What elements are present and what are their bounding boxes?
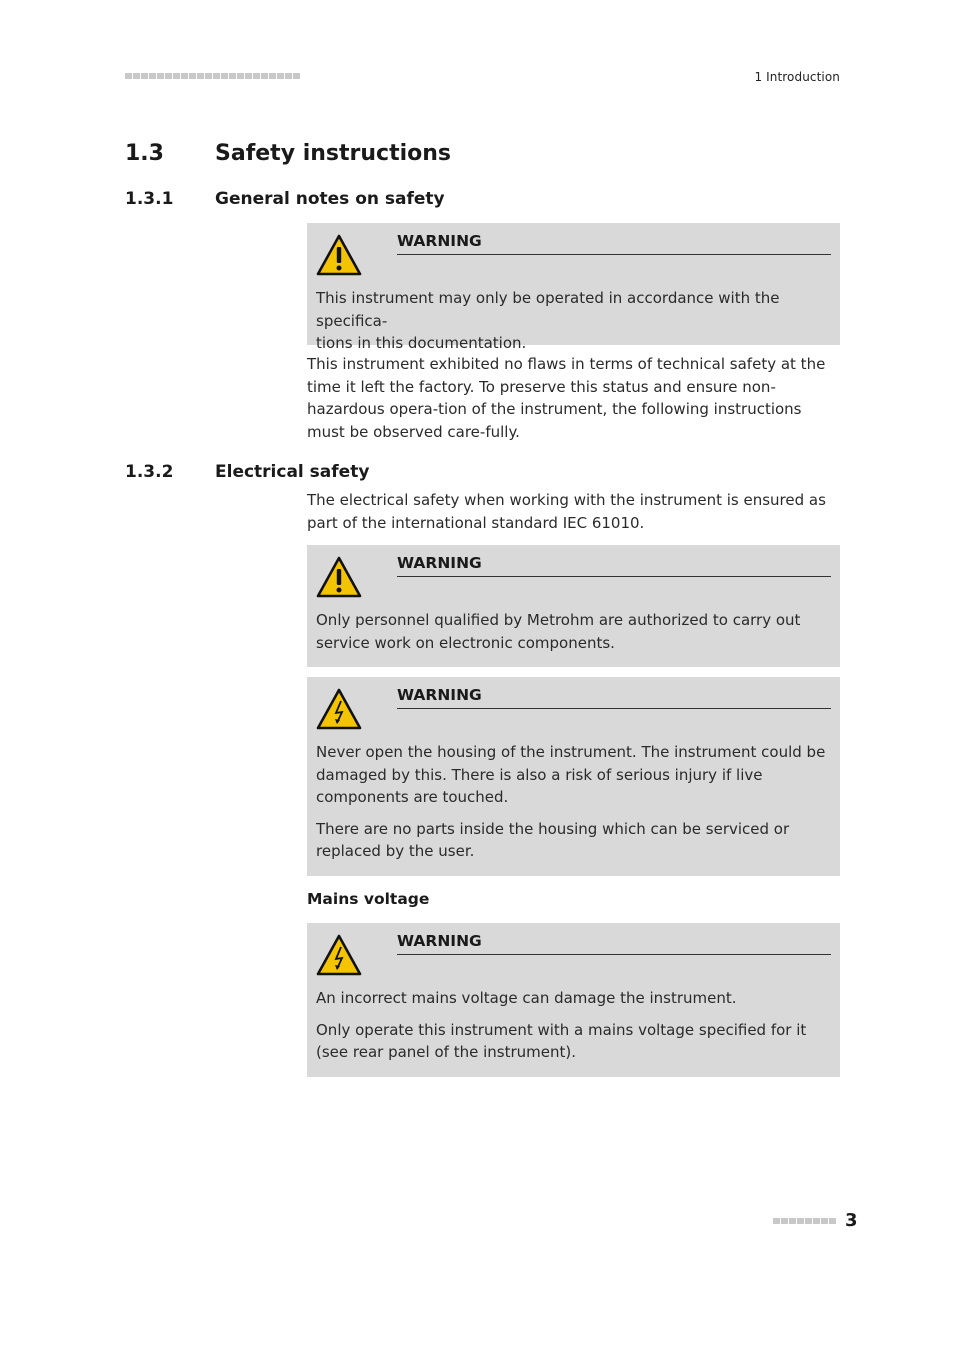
warning-text: Only personnel qualified by Metrohm are authorized to carry out service work on electronic components. [316, 611, 801, 652]
warning-text: An incorrect mains voltage can damage the instrument. [316, 989, 737, 1007]
paragraph-electrical-safety: The electrical safety when working with the instrument is ensured as part of the international standard IEC 61010. [307, 491, 826, 532]
section-title: Safety instructions [215, 141, 451, 166]
subsection-1-title: General notes on safety [215, 189, 445, 209]
warning-text: There are no parts inside the housing which can be serviced or replaced by the user. [316, 819, 790, 860]
running-header-chapter: 1 Introduction [754, 70, 840, 84]
header-decoration-squares [125, 73, 300, 79]
general-warning-icon [316, 556, 362, 598]
warning-label: WARNING [397, 553, 831, 577]
warning-text: Only operate this instrument with a mains voltage specified for it (see rear panel of the instrument). [316, 1020, 807, 1061]
warning-box-general [307, 223, 840, 352]
warning-text: This instrument may only be operated in accordance with the specifica- tions in this documentation. [316, 289, 780, 352]
warning-body [316, 741, 832, 872]
warning-box-housing [307, 677, 840, 876]
section-number: 1.3 [125, 141, 164, 166]
warning-text: Never open the housing of the instrument. The instrument could be damaged by this. There is also a risk of serious injury if live components are touched. [316, 743, 826, 806]
subsection-1-number: 1.3.1 [125, 189, 174, 209]
warning-body [316, 609, 832, 663]
footer-decoration-squares [773, 1218, 836, 1224]
warning-box-personnel [307, 545, 840, 667]
general-warning-icon [316, 234, 362, 276]
page-number: 3 [845, 1210, 858, 1231]
warning-label: WARNING [397, 931, 831, 955]
warning-box-mains-voltage [307, 923, 840, 1077]
mains-voltage-heading: Mains voltage [307, 890, 430, 908]
subsection-2-title: Electrical safety [215, 462, 370, 482]
warning-label: WARNING [397, 685, 831, 709]
subsection-2-number: 1.3.2 [125, 462, 174, 482]
paragraph-general-safety: This instrument exhibited no flaws in terms of technical safety at the time it left the factory. To preserve this status and ensure non-hazardous opera-tion of the instrument, the following instructions must be observed care-fully. [307, 355, 826, 441]
high-voltage-icon [316, 688, 362, 730]
warning-body [316, 987, 832, 1073]
warning-label: WARNING [397, 231, 831, 255]
high-voltage-icon [316, 934, 362, 976]
